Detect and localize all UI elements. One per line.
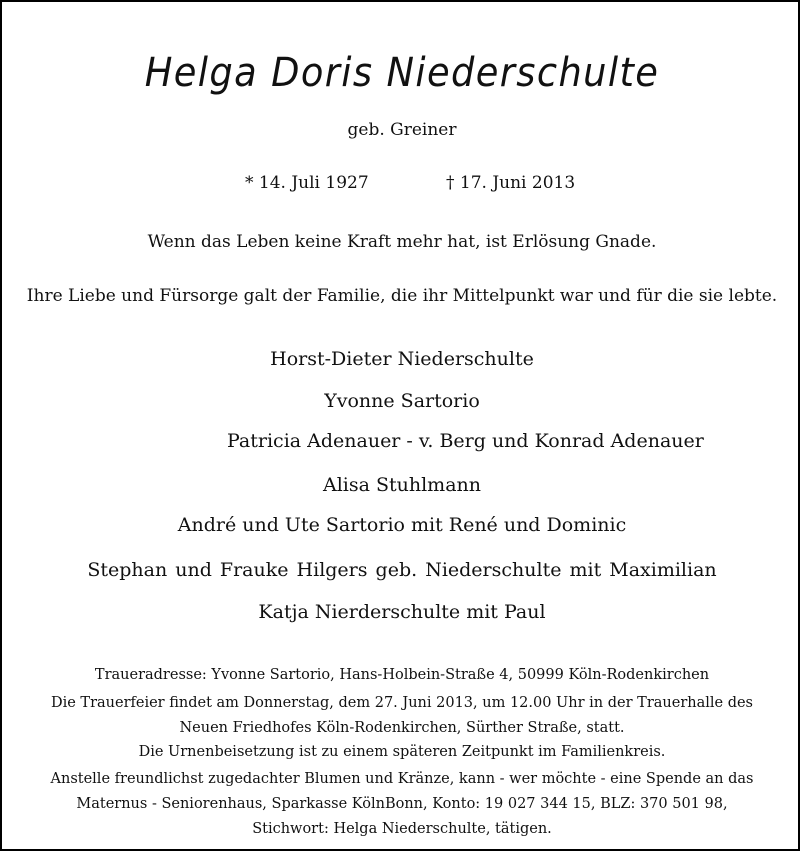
mourner-name: Stephan und Frauke Hilgers geb. Niederschulte mit Maximilian (87, 559, 717, 581)
mourner-name: Horst-Dieter Niederschulte (270, 348, 534, 370)
notice-line: Die Urnenbeisetzung ist zu einem späteren Zeitpunkt im Familienkreis. (138, 744, 666, 760)
mourner-name: Alisa Stuhlmann (322, 474, 481, 496)
mourner-name: Katja Nierderschulte mit Paul (258, 601, 546, 623)
saying-line: Ihre Liebe und Fürsorge galt der Familie, die ihr Mittelpunkt war und für die sie lebte. (26, 286, 778, 306)
notice-line: Neuen Friedhofes Köln-Rodenkirchen, Sürther Straße, statt. (179, 720, 625, 736)
mourner-name: Yvonne Sartorio (324, 390, 480, 412)
death-date: † 17. Juni 2013 (446, 173, 576, 193)
notice-line: Die Trauerfeier findet am Donnerstag, dem 27. Juni 2013, um 12.00 Uhr in der Trauerhalle des (50, 695, 754, 711)
notice-line: Anstelle freundlichst zugedachter Blumen und Kränze, kann - wer möchte - eine Spende an das (50, 771, 754, 787)
deceased-name: Helga Doris Niederschulte (144, 50, 660, 96)
birth-date: * 14. Juli 1927 (245, 173, 369, 193)
notice-line: Maternus - Seniorenhaus, Sparkasse KölnBonn, Konto: 19 027 344 15, BLZ: 370 501 98, (76, 796, 728, 812)
notice-line: Traueradresse: Yvonne Sartorio, Hans-Holbein-Straße 4, 50999 Köln-Rodenkirchen (94, 667, 710, 683)
mourner-name: André und Ute Sartorio mit René und Dominic (177, 514, 627, 536)
birth-name: geb. Greiner (347, 120, 457, 140)
notice-line: Stichwort: Helga Niederschulte, tätigen. (252, 821, 552, 837)
mourner-name: Patricia Adenauer - v. Berg und Konrad Adenauer (227, 430, 704, 452)
saying-line: Wenn das Leben keine Kraft mehr hat, ist Erlösung Gnade. (147, 232, 657, 252)
